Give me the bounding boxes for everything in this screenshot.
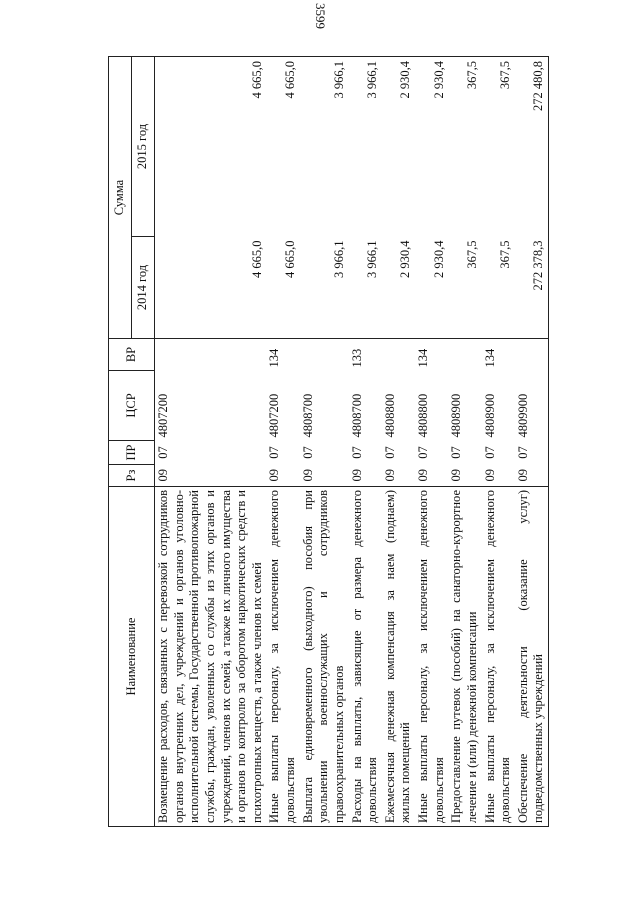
row-vr: 133 (349, 339, 382, 371)
row-value-2015: 2 930,4 (382, 57, 415, 237)
table-row (349, 57, 382, 827)
row-value-2014: 4 665,0 (283, 240, 297, 278)
row-name: Иные выплаты персоналу, за исключением денежного довольствия (482, 487, 515, 827)
row-rz: 09 (449, 469, 464, 482)
row-rz: 09 (382, 469, 397, 482)
header-vr: ВР (109, 339, 155, 371)
row-name: Ежемесячная денежная компенсация за наем (поднаем) жилых помещений (382, 487, 415, 827)
row-value-2014: 4 665,0 (249, 240, 264, 278)
row-value-2014: 3 966,1 (331, 240, 346, 278)
row-name: Предоставление путевок (пособий) на санаторно-курортное лечение и (или) денежной компенсации (448, 487, 481, 827)
row-pr: 07 (515, 441, 549, 465)
row-value-2014: 2 930,4 (398, 240, 413, 278)
row-value-2015: 3 966,1 (300, 57, 349, 237)
row-pr: 07 (416, 446, 430, 459)
row-value-2015: 272 480,8 (515, 57, 549, 237)
row-rz: 09 (156, 469, 170, 482)
row-vr (382, 339, 415, 371)
row-rz: 09 (482, 469, 497, 482)
header-rz: Рз (109, 465, 155, 487)
row-pr: 07 (267, 446, 282, 459)
row-value-2015: 2 930,4 (415, 57, 448, 237)
row-csr: 4808900 (482, 393, 497, 438)
header-name: Наименование (109, 487, 155, 827)
table-row (415, 57, 448, 827)
rotated-page-region (108, 57, 640, 827)
row-name: Иные выплаты персоналу, за исключением денежного довольствия (266, 487, 299, 827)
row-pr: 07 (300, 446, 315, 459)
row-vr (155, 339, 267, 371)
table-row (155, 57, 267, 827)
row-vr (300, 339, 349, 371)
row-csr: 4808900 (449, 393, 464, 438)
row-csr: 4808800 (382, 393, 397, 438)
row-rz: 09 (416, 469, 430, 482)
table-row (266, 57, 299, 827)
row-vr (515, 339, 549, 371)
table-row (515, 57, 549, 827)
row-name: Расходы на выплаты, зависящие от размера денежного довольствия (349, 487, 382, 827)
row-rz: 09 (267, 469, 282, 482)
row-vr (448, 339, 481, 371)
row-csr: 4808700 (349, 393, 364, 438)
row-value-2014: 367,5 (498, 240, 513, 269)
row-name: Обеспечение деятельности (оказание услуг) подведомственных учреждений (515, 487, 549, 827)
row-value-2014: 2 930,4 (431, 240, 446, 278)
row-csr: 4809900 (515, 371, 549, 441)
row-vr: 134 (482, 339, 515, 371)
row-csr: 4807200 (267, 393, 282, 438)
row-name: Иные выплаты персоналу, за исключением денежного довольствия (415, 487, 448, 827)
row-csr: 4808800 (416, 393, 430, 438)
page-number: 3599 (313, 3, 328, 29)
row-pr: 07 (482, 446, 497, 459)
table-row (382, 57, 415, 827)
table-body (155, 57, 549, 827)
row-name: Выплата единовременного (выходного) пособия при увольнении военнослужащих и сотрудников правоохранительных органов (300, 487, 349, 827)
table-row (482, 57, 515, 827)
row-name: Возмещение расходов, связанных с перевозкой сотрудников органов внутренних дел, учреждений и органов уголовно-исполнительной системы, Государственной противопожарной службы, граждан, уволенных со службы из этих органов и учреждений, членов их семей, а также их личного имущества и органов по контролю за оборотом наркотических средств и психотропных веществ, а также членов их семей (155, 487, 267, 827)
row-vr: 134 (266, 339, 299, 371)
table-header (109, 57, 155, 827)
budget-table (108, 56, 549, 827)
row-value-2014: 367,5 (464, 240, 479, 269)
row-vr: 134 (415, 339, 448, 371)
row-csr: 4808700 (300, 393, 315, 438)
header-2015: 2015 год (132, 57, 155, 237)
row-value-2014: 3 966,1 (365, 240, 380, 278)
row-value-2015: 367,5 (482, 57, 515, 237)
header-sum: Сумма (109, 57, 132, 339)
row-rz: 09 (300, 469, 315, 482)
header-pr: ПР (109, 441, 155, 465)
budget-table-container (108, 57, 640, 827)
row-value-2015: 4 665,0 (266, 57, 299, 237)
row-pr: 07 (156, 446, 170, 459)
row-pr: 07 (449, 446, 464, 459)
row-value-2015: 367,5 (448, 57, 481, 237)
table-row (300, 57, 349, 827)
row-csr: 4807200 (156, 393, 170, 438)
row-rz: 09 (349, 469, 364, 482)
table-row (448, 57, 481, 827)
row-value-2015: 3 966,1 (349, 57, 382, 237)
row-value-2015: 4 665,0 (155, 57, 267, 237)
row-pr: 07 (349, 446, 364, 459)
header-2014: 2014 год (132, 237, 155, 339)
row-rz: 09 (515, 465, 549, 487)
row-pr: 07 (382, 446, 397, 459)
header-csr: ЦСР (109, 371, 155, 441)
row-value-2014: 272 378,3 (515, 237, 549, 339)
